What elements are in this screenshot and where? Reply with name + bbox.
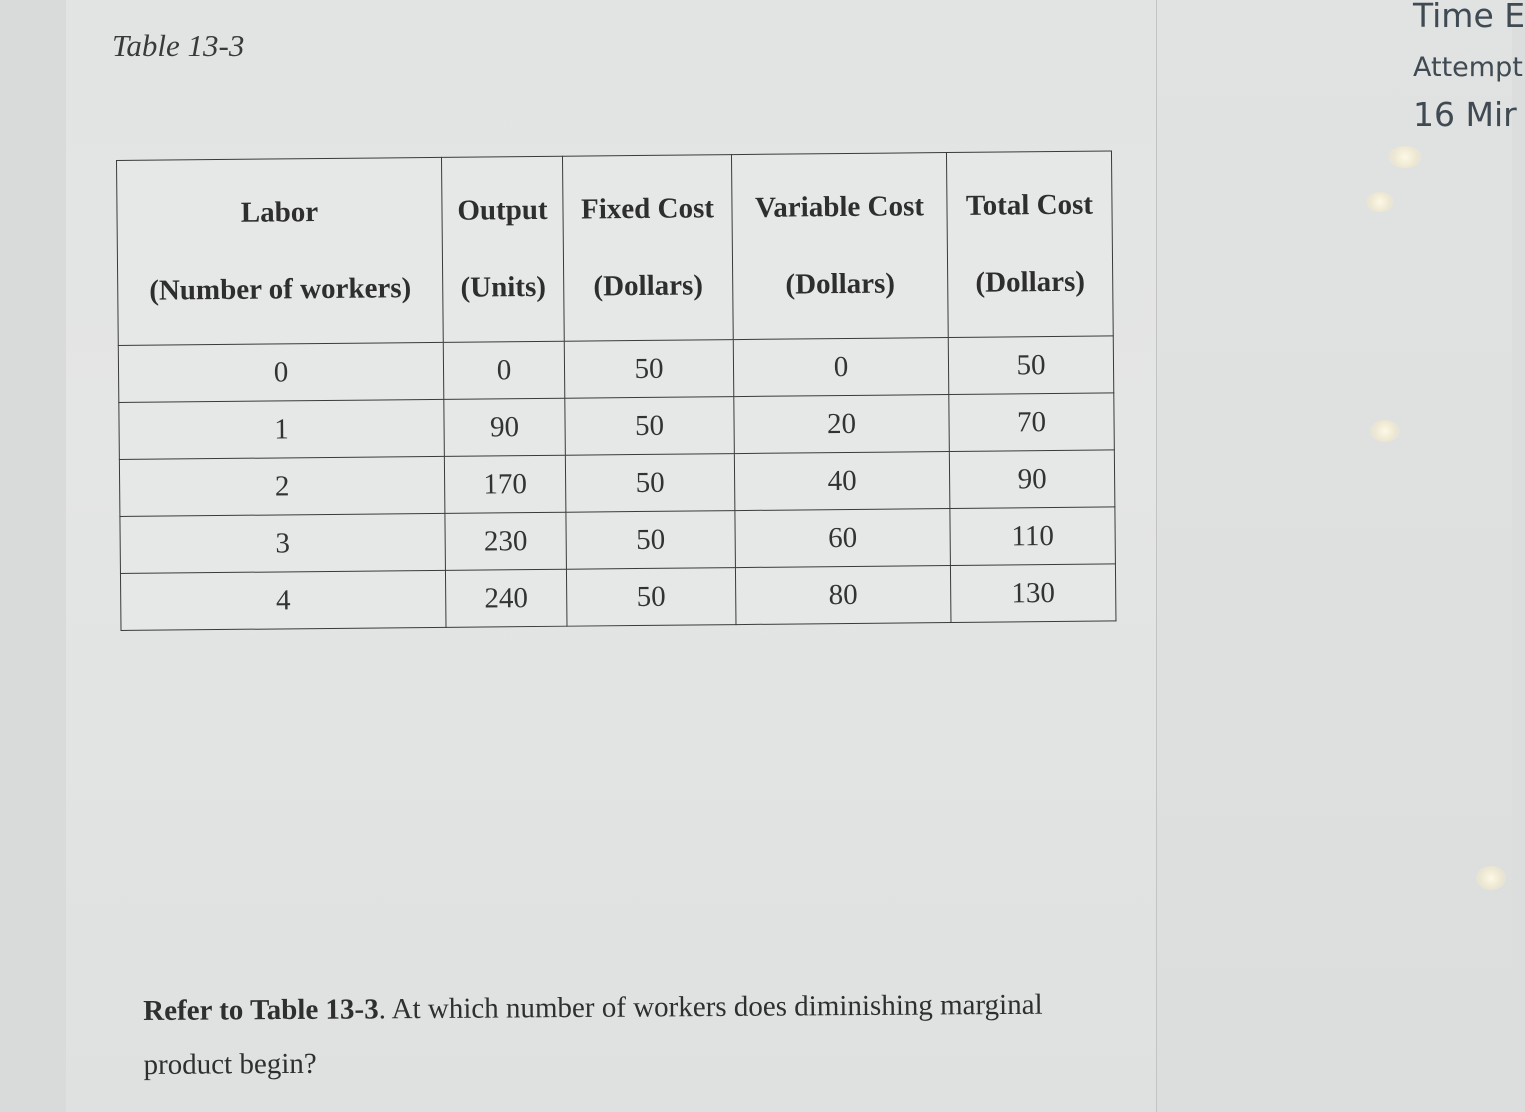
cell-total-cost: 130	[950, 564, 1116, 623]
cell-labor: 4	[120, 570, 446, 630]
left-gutter	[0, 0, 67, 1112]
table-row	[120, 564, 1116, 631]
header-variable-cost-title: Variable Cost	[754, 190, 925, 224]
cell-fixed-cost: 50	[566, 568, 736, 627]
header-labor-unit: (Number of workers)	[149, 272, 412, 307]
header-variable-cost	[731, 153, 948, 340]
question-prompt	[143, 977, 1104, 1092]
header-output	[441, 156, 564, 342]
header-variable-cost-unit: (Dollars)	[785, 267, 896, 301]
cell-total-cost: 110	[950, 507, 1116, 566]
cost-table	[116, 150, 1116, 631]
header-total-cost-title: Total Cost	[965, 188, 1094, 222]
cell-output: 170	[444, 455, 566, 513]
table-row	[118, 336, 1114, 403]
cell-fixed-cost: 50	[564, 340, 734, 399]
table-row	[119, 393, 1115, 460]
header-output-title: Output	[457, 193, 548, 227]
cell-labor: 3	[120, 513, 446, 573]
cell-variable-cost: 0	[733, 338, 949, 397]
table-header-row	[117, 151, 1114, 346]
cell-fixed-cost: 50	[565, 397, 735, 456]
minutes-value: 16 Mir	[1413, 95, 1517, 134]
question-text: . At which number of workers does diminishing marginal product begin?	[143, 988, 1043, 1081]
cell-output: 0	[443, 341, 565, 399]
attempt-label: Attempt	[1413, 52, 1523, 83]
header-fixed-cost	[562, 155, 733, 342]
timer-sidebar	[1157, 0, 1512, 1112]
table-title: Table 13-3	[112, 28, 245, 63]
header-output-unit: (Units)	[460, 270, 547, 304]
cell-variable-cost: 20	[734, 395, 950, 454]
cell-fixed-cost: 50	[565, 454, 735, 513]
cell-total-cost: 70	[949, 393, 1115, 452]
time-elapsed-label: Time E	[1413, 0, 1525, 35]
cell-output: 90	[444, 398, 566, 456]
question-table-reference: Refer to Table 13-3	[143, 993, 379, 1027]
header-total-cost	[946, 151, 1113, 338]
cell-fixed-cost: 50	[566, 511, 736, 570]
cell-output: 230	[445, 512, 567, 570]
header-fixed-cost-unit: (Dollars)	[593, 269, 704, 303]
screen-glare	[1388, 146, 1422, 168]
screen-glare	[1370, 420, 1400, 442]
cell-variable-cost: 60	[735, 509, 951, 568]
cell-variable-cost: 80	[735, 566, 951, 625]
cell-output: 240	[445, 569, 567, 627]
table-row	[119, 450, 1115, 517]
cell-labor: 0	[118, 342, 444, 402]
cell-variable-cost: 40	[734, 452, 950, 511]
header-labor	[117, 157, 444, 345]
screen-glare	[1366, 192, 1394, 212]
header-fixed-cost-title: Fixed Cost	[580, 192, 715, 226]
screen-glare	[1476, 866, 1506, 890]
cell-labor: 2	[119, 456, 445, 516]
header-labor-title: Labor	[240, 196, 319, 229]
cell-total-cost: 50	[948, 336, 1114, 395]
header-total-cost-unit: (Dollars)	[975, 265, 1086, 299]
table-row	[120, 507, 1116, 574]
cell-labor: 1	[119, 399, 445, 459]
cell-total-cost: 90	[949, 450, 1115, 509]
